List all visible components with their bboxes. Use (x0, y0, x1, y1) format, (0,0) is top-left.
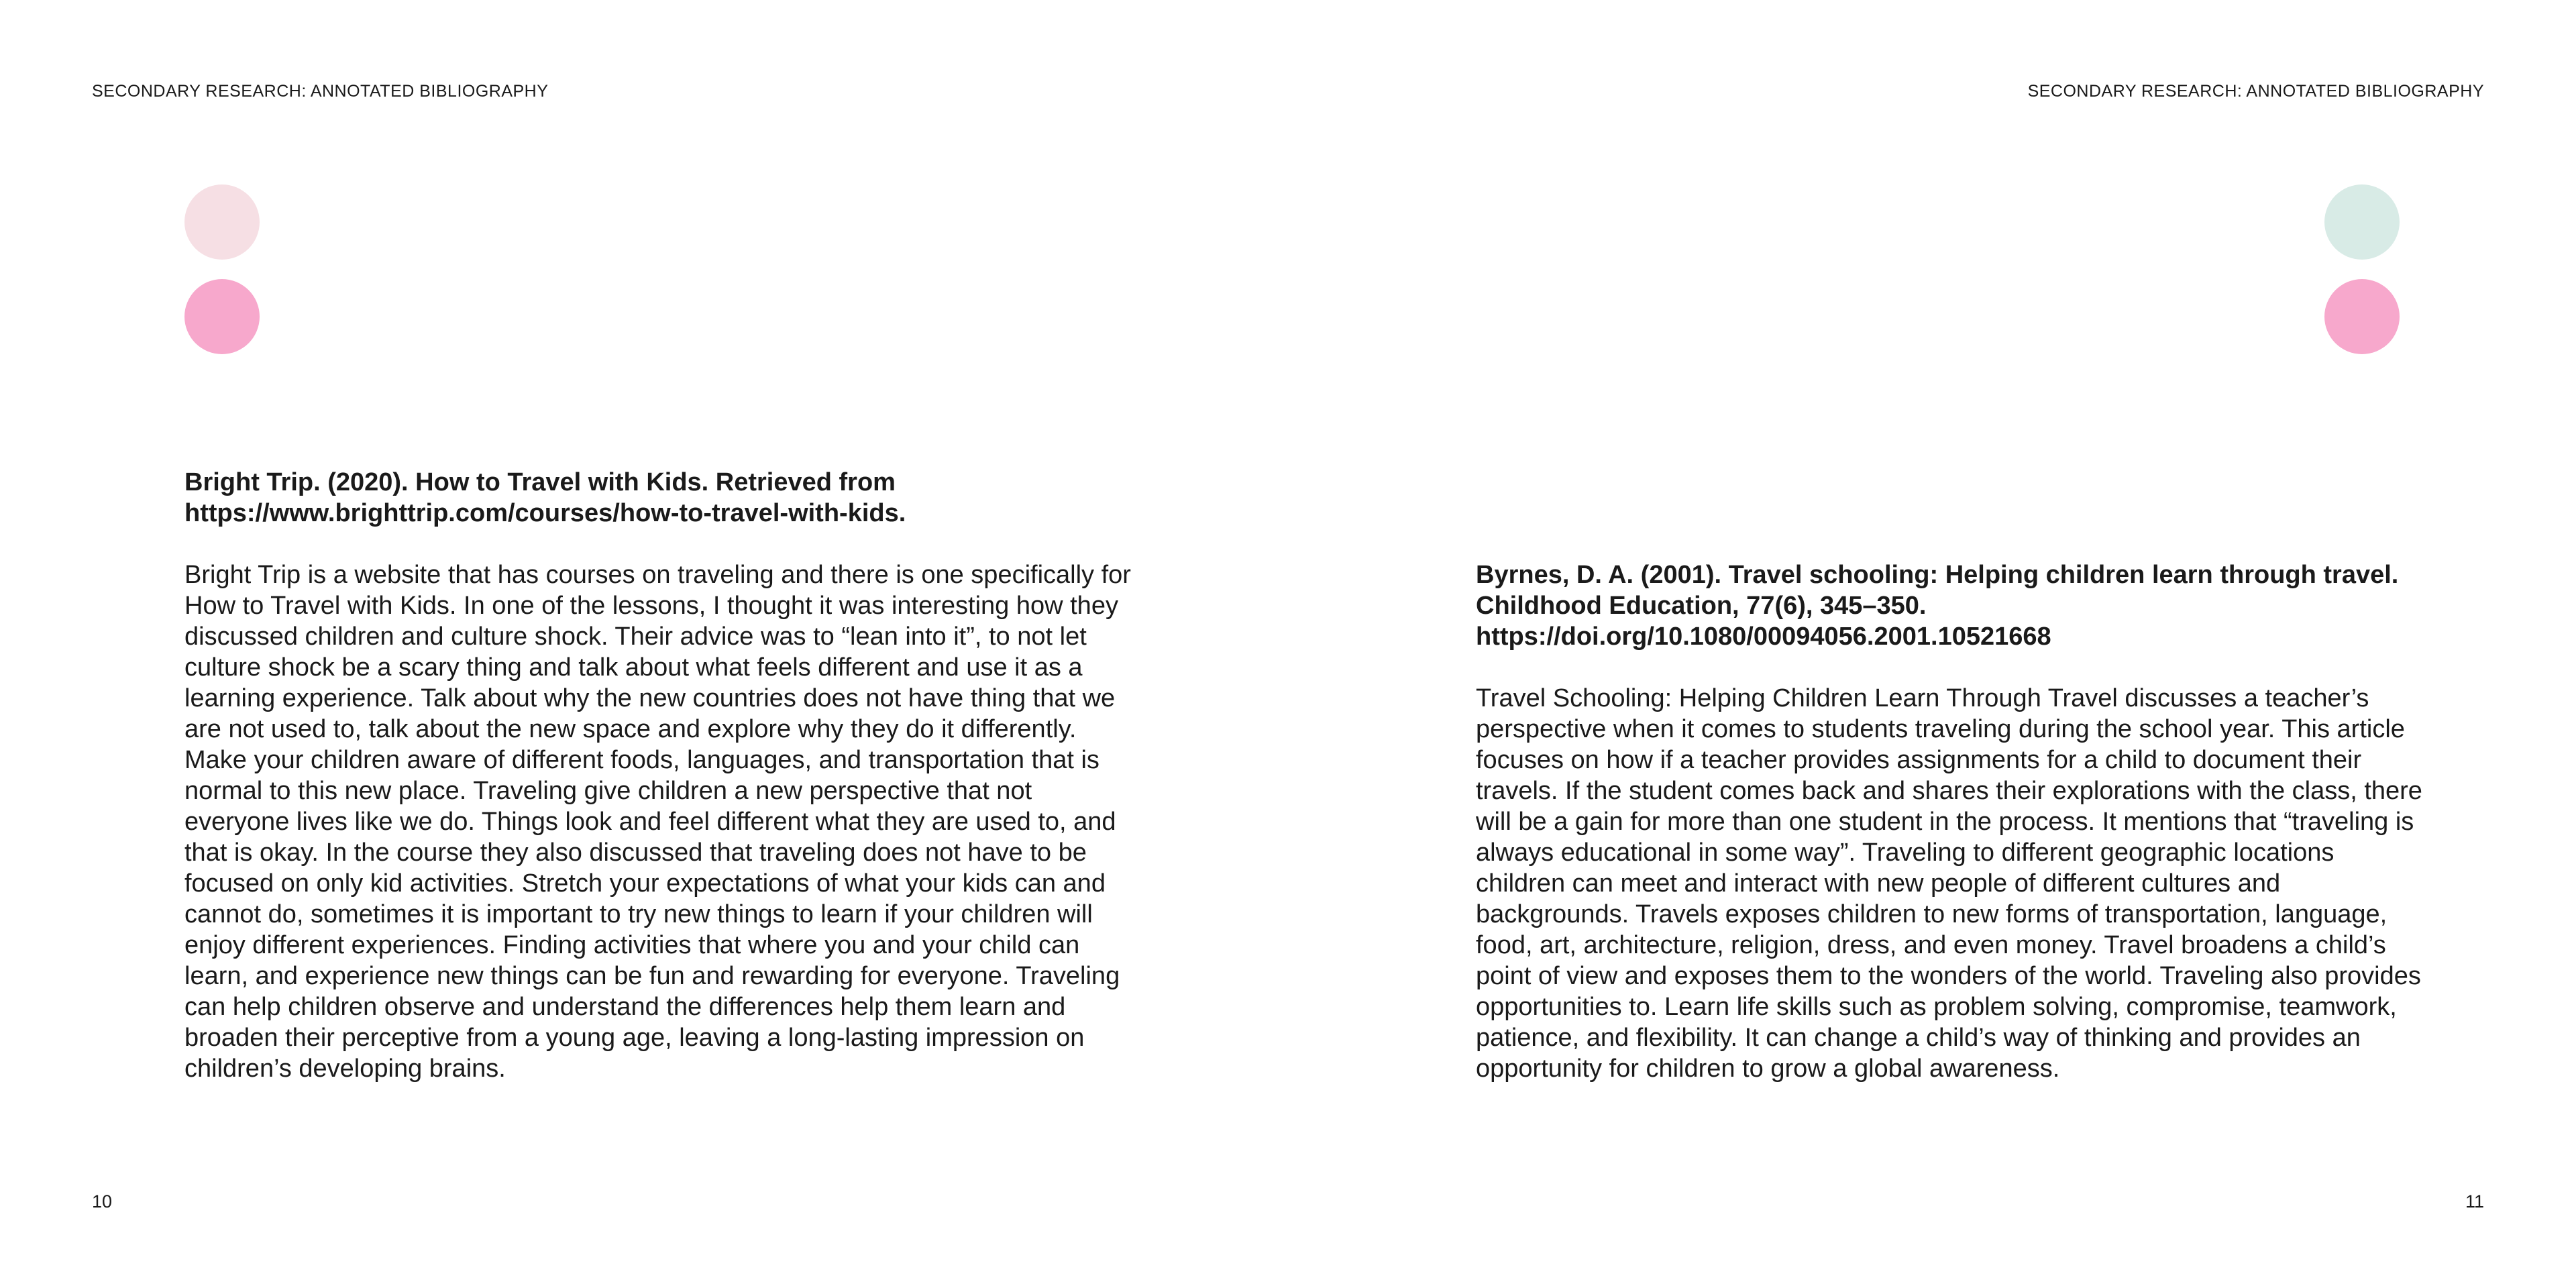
right-bottom-circle (2324, 279, 2400, 354)
left-page-number: 10 (92, 1191, 113, 1212)
left-bottom-circle (184, 279, 260, 354)
right-annotation: Travel Schooling: Helping Children Learn Through Travel discusses a teacher’s perspective when it comes to students traveling during the school year. This article focuses on how if a teacher provides assignments for a child to document their travels. If the student comes back and shares their explorations with the class, there will be a gain for more than one student in the process. It mentions that “traveling is always educational in some way”. Traveling to different geographic locations children can meet and interact with new people of different cultures and backgrounds. Travels exposes children to new forms of transportation, language, food, art, architecture, religion, dress, and even money. Travel broadens a child’s point of view and exposes them to the wonders of the world. Traveling also provides opportunities to. Learn life skills such as problem solving, compromise, teamwork, patience, and flexibility. It can change a child’s way of thinking and provides an opportunity for children to grow a global awareness. (1476, 684, 2422, 1083)
left-citation: Bright Trip. (2020). How to Travel with Kids. Retrieved from https://www.brighttrip.com/courses/how-to-travel-with-kids. (184, 468, 906, 527)
right-page-header: SECONDARY RESEARCH: ANNOTATED BIBLIOGRAPHY (2027, 82, 2484, 101)
left-annotation: Bright Trip is a website that has courses on traveling and there is one specifically for How to Travel with Kids. In one of the lessons, I thought it was interesting how they discussed children and culture shock. Their advice was to “lean into it”, to not let culture shock be a scary thing and talk about what feels different and use it as a learning experience. Talk about why the new countries does not have thing that we are not used to, talk about the new space and explore why they do it differently. Make your children aware of different foods, languages, and transportation that is normal to this new place. Traveling give children a new perspective that not everyone lives like we do. Things look and feel different what they are used to, and that is okay. In the course they also discussed that traveling does not have to be focused on only kid activities. Stretch your expectations of what your kids can and cannot do, sometimes it is important to try new things to learn if your children will enjoy different experiences. Finding activities that where you and your child can learn, and experience new things can be fun and rewarding for everyone. Traveling can help children observe and understand the differences help them learn and broaden their perceptive from a young age, leaving a long-lasting impression on children’s developing brains. (184, 561, 1131, 1083)
left-top-circle (184, 184, 260, 260)
right-citation: Byrnes, D. A. (2001). Travel schooling: Helping children learn through travel. Childhood Education, 77(6), 345–350. https://doi.org/10.1080/00094056.2001.10521668 (1476, 561, 2399, 651)
left-page-header: SECONDARY RESEARCH: ANNOTATED BIBLIOGRAPHY (92, 82, 549, 101)
right-top-circle (2324, 184, 2400, 260)
right-page-number: 11 (2465, 1191, 2484, 1212)
